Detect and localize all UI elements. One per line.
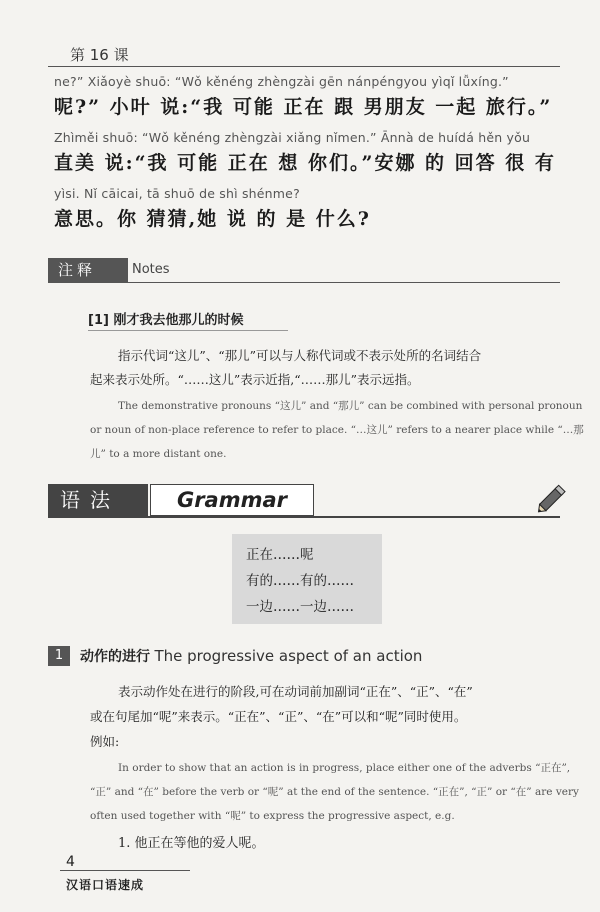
notes-heading-cn: 注释 bbox=[48, 258, 128, 282]
header-rule bbox=[48, 66, 560, 67]
note-title-underline bbox=[88, 330, 288, 331]
section-en-line: often used together with “呢” to express the progressive aspect, e.g. bbox=[90, 810, 455, 822]
note-en-line: The demonstrative pronouns “这儿” and “那儿” can be combined with personal pronoun bbox=[118, 400, 583, 412]
hanzi-line: 呢?” 小叶 说:“我 可能 正在 跟 男朋友 一起 旅行。” bbox=[54, 96, 553, 118]
book-title: 汉语口语速成 bbox=[66, 878, 145, 892]
section-number: 1 bbox=[48, 646, 70, 666]
notes-rule bbox=[48, 282, 560, 283]
hanzi-line: 意思。你 猜猜,她 说 的 是 什么? bbox=[54, 208, 371, 230]
section-title-en: The progressive aspect of an action bbox=[154, 647, 423, 665]
lesson-header: 第 16 课 bbox=[70, 46, 129, 64]
note-cn-line: 起来表示处所。“……这儿”表示近指,“……那儿”表示远指。 bbox=[90, 372, 420, 387]
grammar-heading-cn: 语法 bbox=[48, 484, 148, 516]
note-cn-line: 指示代词“这儿”、“那儿”可以与人称代词或不表示处所的名词结合 bbox=[118, 348, 482, 363]
page-number: 4 bbox=[66, 854, 75, 870]
pencil-icon bbox=[533, 478, 573, 518]
grammar-rule bbox=[48, 516, 560, 518]
section-cn-line: 表示动作处在进行的阶段,可在动词前加副词“正在”、“正”、“在” bbox=[118, 684, 473, 699]
section-en-line: In order to show that an action is in progress, place either one of the adverbs “正在”, bbox=[118, 762, 571, 774]
hanzi-line: 直美 说:“我 可能 正在 想 你们。”安娜 的 回答 很 有 bbox=[54, 152, 556, 174]
notes-heading-en: Notes bbox=[132, 262, 170, 277]
section-en-line: “正” and “在” before the verb or “呢” at the end of the sentence. “正在”, “正” or “在” are very bbox=[90, 786, 579, 798]
grammar-pattern: 一边……一边…… bbox=[246, 599, 354, 615]
note-en-line: or noun of non-place reference to refer to place. “…这儿” refers to a nearer place while “…那 bbox=[90, 424, 584, 436]
section-cn-line: 或在句尾加“呢”来表示。“正在”、“正”、“在”可以和“呢”同时使用。 bbox=[90, 709, 467, 724]
section-title-cn: 动作的进行 bbox=[80, 649, 150, 665]
grammar-pattern: 正在……呢 bbox=[246, 547, 314, 563]
pinyin-line: Zhìměi shuō: “Wǒ kěnéng zhèngzài xiǎng nǐmen.” Ānnà de huídá hěn yǒu bbox=[54, 130, 531, 145]
section-cn-line: 例如: bbox=[90, 734, 120, 749]
note-item-title: [1] 刚才我去他那儿的时候 bbox=[88, 313, 244, 328]
pinyin-line: ne?” Xiǎoyè shuō: “Wǒ kěnéng zhèngzài gēn nánpéngyou yìqǐ lǚxíng.” bbox=[54, 74, 509, 89]
footer-rule bbox=[60, 870, 190, 871]
grammar-heading-en: Grammar bbox=[150, 484, 314, 516]
example-sentence: 1. 他正在等他的爱人呢。 bbox=[118, 836, 265, 851]
section-title bbox=[80, 646, 422, 666]
note-en-line: 儿” to a more distant one. bbox=[90, 448, 227, 460]
pinyin-line: yìsi. Nǐ cāicai, tā shuō de shì shénme? bbox=[54, 186, 300, 201]
grammar-pattern: 有的……有的…… bbox=[246, 573, 354, 589]
